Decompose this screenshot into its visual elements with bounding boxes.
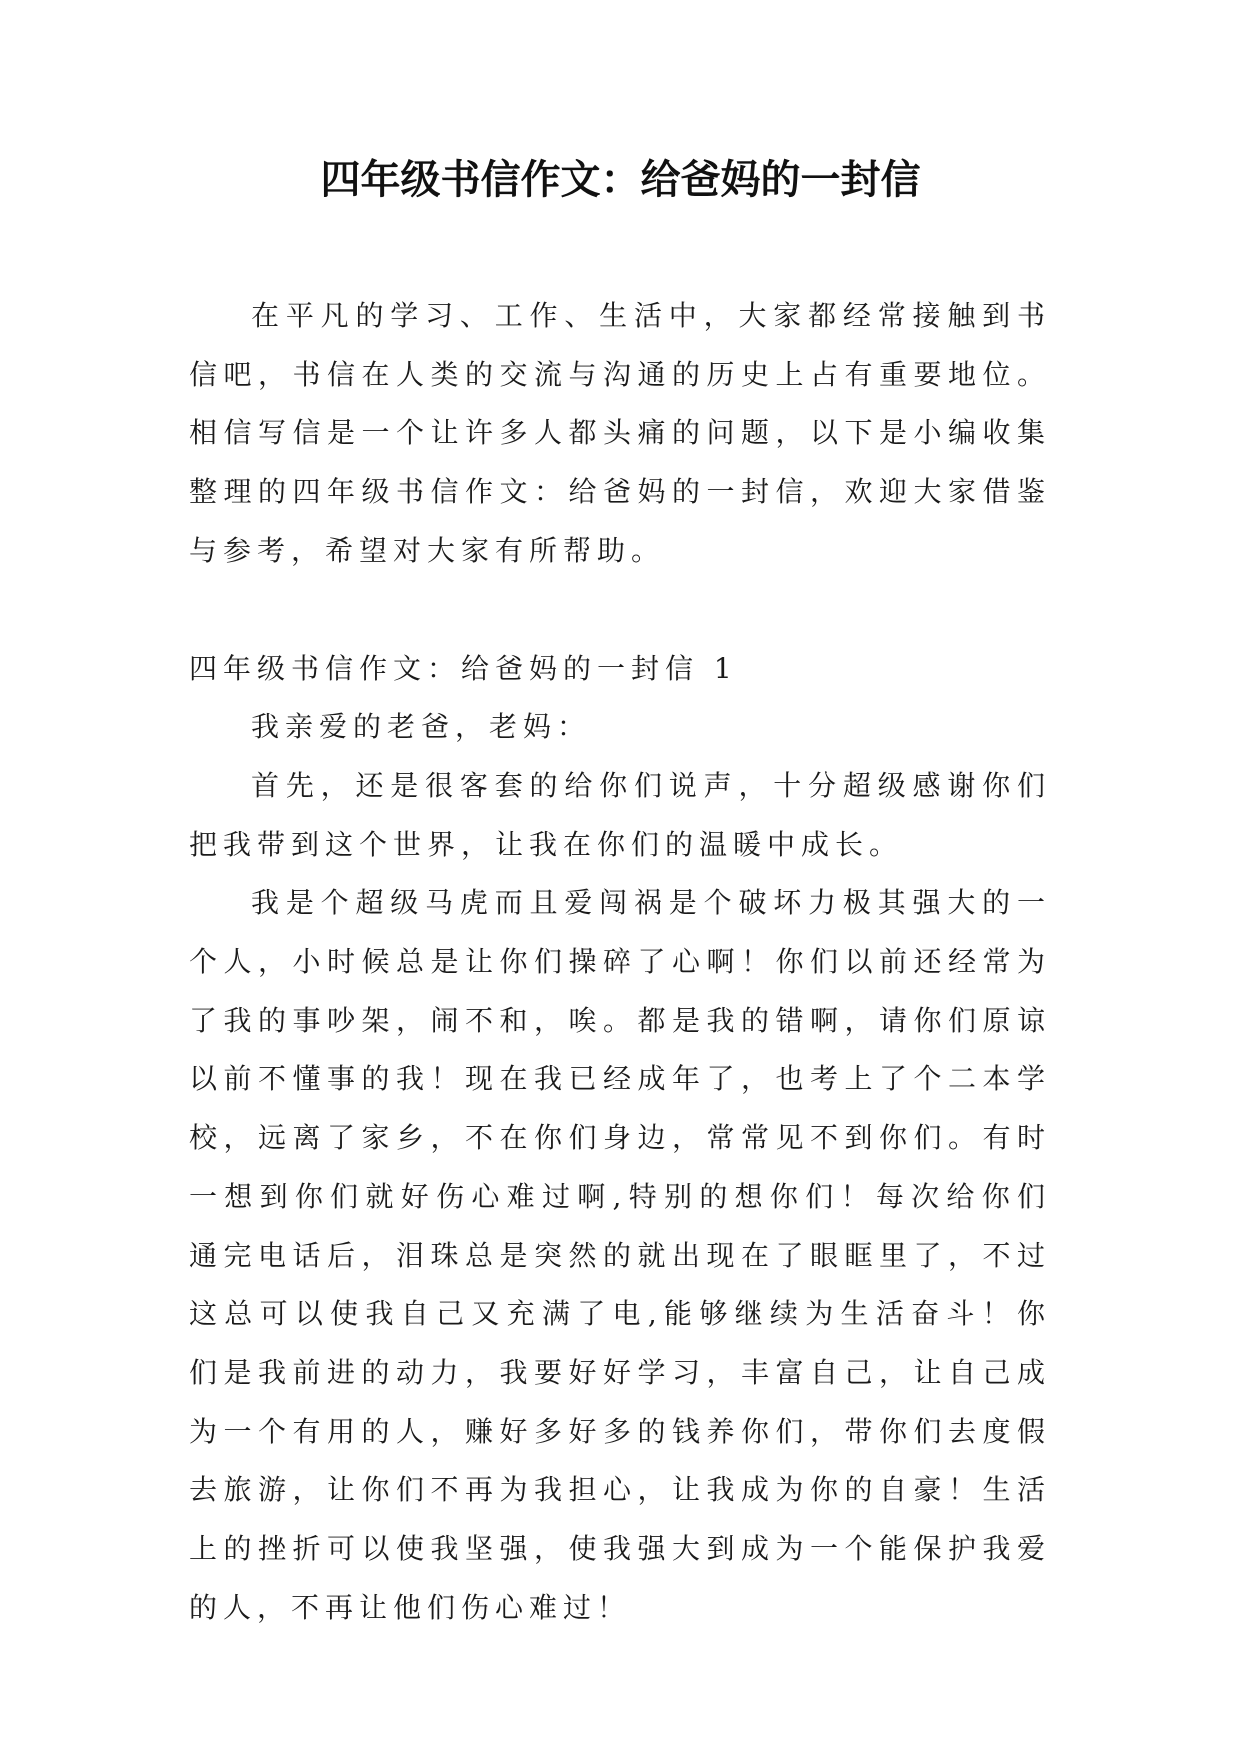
section-heading: 四年级书信作文：给爸妈的一封信 1 xyxy=(189,651,738,685)
letter-paragraph-2: 我是个超级马虎而且爱闯祸是个破坏力极其强大的一个人，小时候总是让你们操碎了心啊！你们以前还经常为了我的事吵架，闹不和，唉。都是我的错啊，请你们原谅以前不懂事的我！现在我已经成年了，也考上了个二本学校，远离了家乡，不在你们身边，常常见不到你们。有时一想到你们就好伤心难过啊,特别的想你们！每次给你们通完电话后，泪珠总是突然的就出现在了眼眶里了，不过这总可以使我自己又充满了电,能够继续为生活奋斗！你们是我前进的动力，我要好好学习，丰富自己，让自己成为一个有用的人，赚好多好多的钱养你们，带你们去度假去旅游，让你们不再为我担心，让我成为你的自豪！生活上的挫折可以使我坚强，使我强大到成为一个能保护我爱的人，不再让他们伤心难过！ xyxy=(189,886,1051,1624)
letter-paragraph-1: 首先，还是很客套的给你们说声，十分超级感谢你们把我带到这个世界，让我在你们的温暖中成长。 xyxy=(189,768,1051,861)
document-body xyxy=(189,287,1051,1637)
letter-salutation: 我亲爱的老爸，老妈： xyxy=(251,710,592,744)
intro-paragraph: 在平凡的学习、工作、生活中，大家都经常接触到书信吧，书信在人类的交流与沟通的历史上占有重要地位。相信写信是一个让许多人都头痛的问题，以下是小编收集整理的四年级书信作文：给爸妈的一封信，欢迎大家借鉴与参考，希望对大家有所帮助。 xyxy=(189,299,1051,567)
document-title: 四年级书信作文：给爸妈的一封信 xyxy=(320,157,921,203)
